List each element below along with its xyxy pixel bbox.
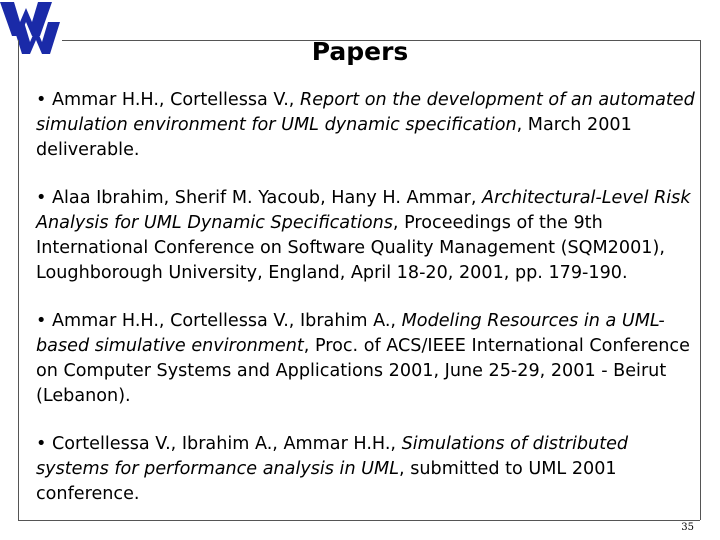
bullet-icon: • [36, 90, 47, 110]
paper-authors: Alaa Ibrahim, Sherif M. Yacoub, Hany H. Ammar, [51, 188, 483, 208]
paper-list [36, 88, 696, 530]
slide-frame-right-border [700, 40, 701, 520]
bullet-icon: • [36, 188, 47, 208]
paper-details: , Proceedings of the 9th International Conference on Software Quality Management (SQM2001), Loughborough University, England, April 18-20, 2001, pp. 179-190. [36, 213, 665, 283]
paper-authors: Cortellessa V., Ibrahim A., Ammar H.H., [51, 434, 402, 454]
paper-title: Modeling Resources in a UML-based simulative environment [36, 311, 665, 356]
paper-title: Architectural-Level Risk Analysis for UML Dynamic Specifications [36, 188, 691, 233]
bullet-icon: • [36, 434, 47, 454]
slide-frame-left-border [18, 40, 19, 520]
paper-authors: Ammar H.H., Cortellessa V., [51, 90, 300, 110]
paper-title: Simulations of distributed systems for performance analysis in UML [36, 434, 629, 479]
paper-entry-4 [36, 432, 696, 507]
paper-entry-2 [36, 186, 696, 286]
paper-details: , submitted to UML 2001 conference. [36, 459, 617, 504]
bullet-icon: • [36, 311, 47, 331]
paper-authors: Ammar H.H., Cortellessa V., Ibrahim A., [51, 311, 402, 331]
paper-entry-3 [36, 309, 696, 409]
paper-details: , March 2001 deliverable. [36, 115, 632, 160]
page-number: 35 [681, 522, 694, 533]
slide-title: Papers [311, 37, 409, 66]
paper-title: Report on the development of an automated simulation environment for UML dynamic specification [36, 90, 695, 135]
paper-entry-1 [36, 88, 696, 163]
paper-details: , Proc. of ACS/IEEE International Conference on Computer Systems and Applications 2001, June 25-29, 2001 - Beirut (Lebanon). [36, 336, 690, 406]
